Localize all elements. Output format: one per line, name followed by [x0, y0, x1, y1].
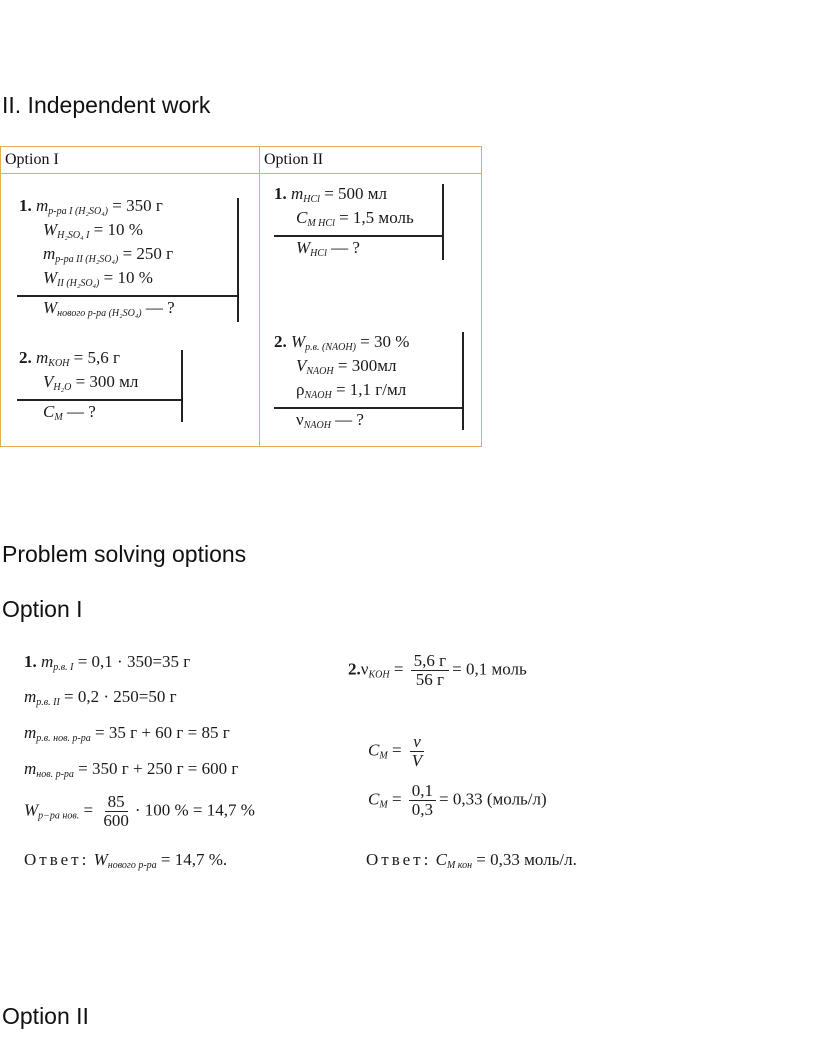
- v2-p2-rule: [274, 407, 462, 409]
- option-2-header: Option II: [260, 147, 482, 174]
- v1-p2-rule: [17, 399, 181, 401]
- option-2-problems: 1. $m_{HCl} = 500$ мл $C_{M HCl} = 1,5$ моль $W_{HCl}$ — ? 2. $W_{р.в. (NAOH)} = 30$ % $V_{NAOH} = 300мл$ $\rho_{NAOH} = 1,1$ г/мл $\nu_{NAOH}$ — ?: [260, 174, 482, 447]
- v1-p1-rule: [17, 295, 237, 297]
- s2-answer-label: Ответ:: [366, 850, 432, 869]
- s1-fraction: $\frac{85}{600}$: [103, 792, 129, 830]
- option-1-header: Option I: [1, 147, 260, 174]
- v2-p1-number: 1.: [274, 184, 287, 203]
- s1-number: 1.: [24, 652, 37, 671]
- s2-fraction-1: $\frac{5,6 г}{56 г}$: [411, 652, 449, 689]
- s1-answer-label: Ответ:: [24, 850, 90, 869]
- s2-number: 2.: [348, 659, 361, 679]
- options-table: [0, 146, 482, 447]
- v2-p1-bar: [442, 184, 444, 260]
- s2-fraction-3: $\frac{0,1}{0,3}$: [409, 782, 436, 819]
- v2-p1-rule: [274, 235, 442, 237]
- v2-p2-bar: [462, 332, 464, 430]
- v1-p2-bar: [181, 350, 183, 422]
- independent-work-heading: II. Independent work: [2, 92, 211, 118]
- v1-p2-number: 2.: [19, 348, 32, 367]
- option-2-heading: Option II: [2, 1003, 89, 1029]
- v1-p1-bar: [237, 198, 239, 322]
- v2-p2-number: 2.: [274, 332, 287, 351]
- v1-p1-number: 1.: [19, 196, 32, 215]
- option-1-heading: Option I: [2, 596, 83, 622]
- option-1-problems: 1. $m_{р-ра I (H_2SO_4)} = 350$ г $W_{H_2SO_4 I} = 10$ % $m_{р-ра II (H_2SO_4)} = 250$ г $W_{II (H_2SO_4)} = 10$ % $W_{нового р-ра (H_2SO_4)}$ — ? 2. $m_{KOH} = 5,6$ г $V_{H_2O} = 300$ мл $C_M$ — ?: [1, 174, 260, 447]
- s2-fraction-2: $\frac{\nu}{V}$: [411, 732, 423, 770]
- problem-solving-heading: Problem solving options: [2, 541, 247, 567]
